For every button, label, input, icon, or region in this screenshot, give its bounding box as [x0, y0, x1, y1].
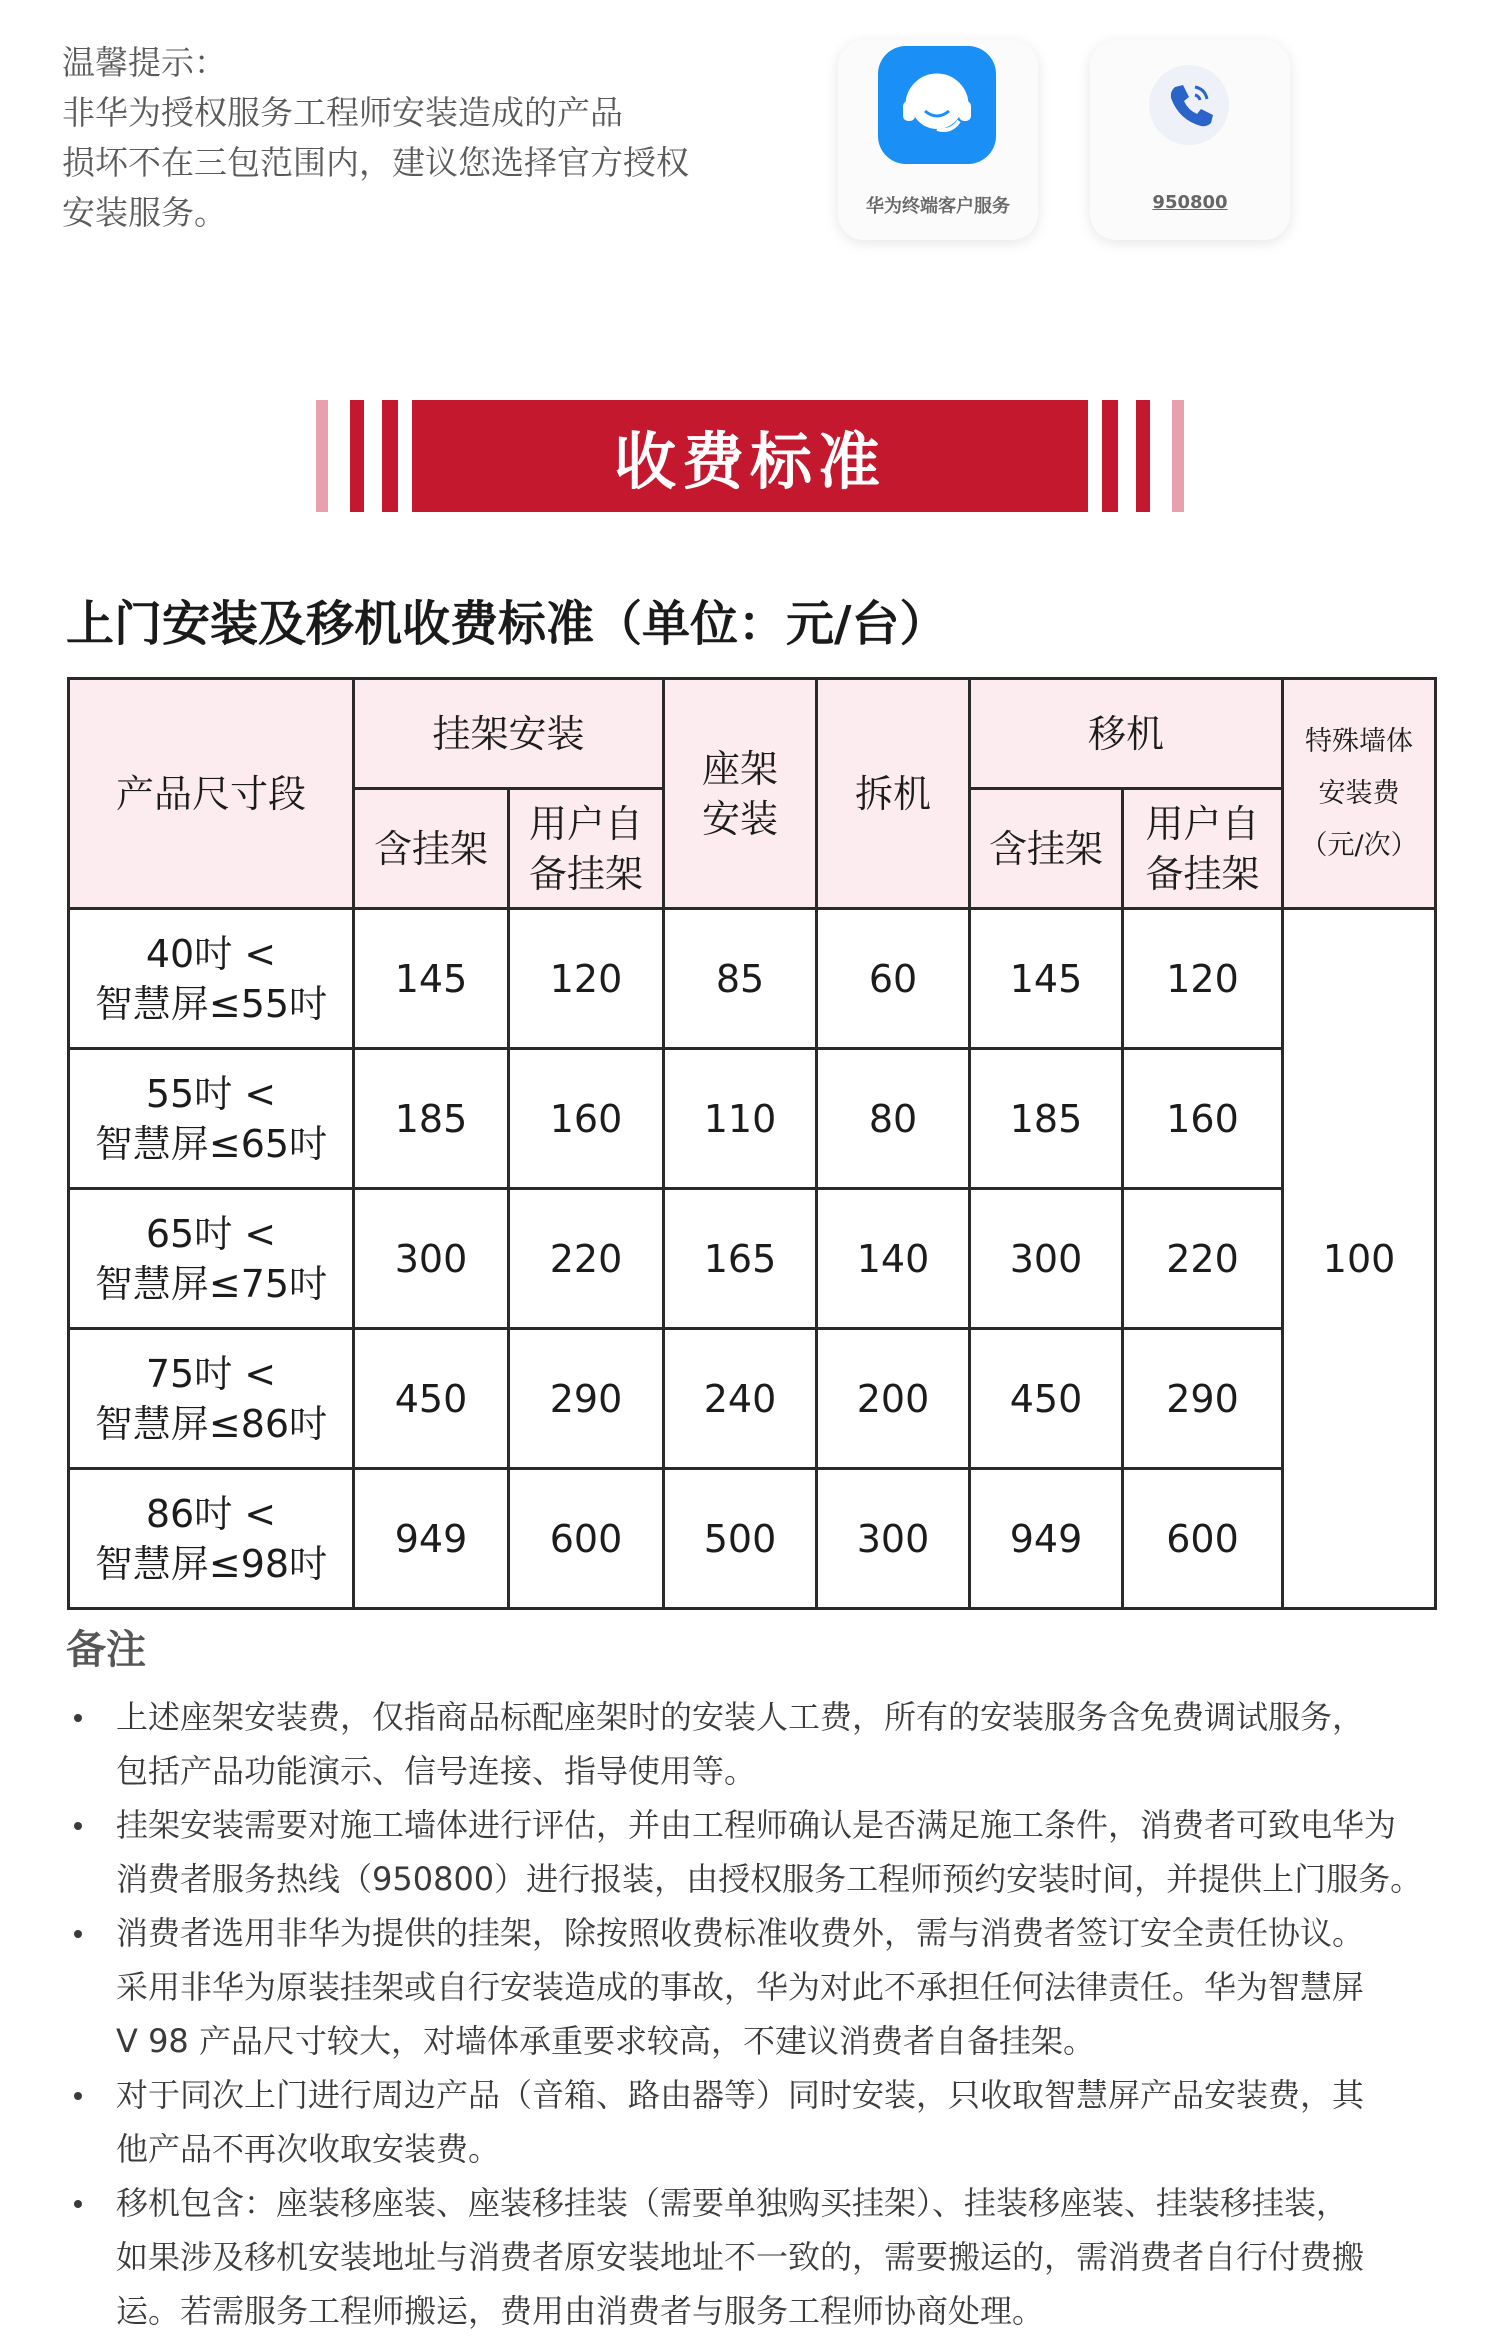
- header-line: 特殊墙体: [1305, 725, 1414, 757]
- notes-title: 备注: [66, 1627, 146, 1673]
- table-row: [69, 1469, 1436, 1609]
- note-line: 他产品不再次收取安装费。: [116, 2130, 501, 2168]
- note-item: [66, 1906, 1446, 2068]
- size-line: 40吋 <: [145, 931, 277, 976]
- header-line: （元/次）: [1300, 829, 1418, 861]
- banner-title: 收费标准: [412, 400, 1088, 512]
- tip-line: 安装服务。: [62, 193, 227, 232]
- size-line: 智慧屏≤86吋: [94, 1401, 328, 1446]
- fee-table: [67, 677, 1437, 1610]
- price-cell: 110: [664, 1049, 817, 1189]
- header-line: 备挂架: [529, 851, 644, 896]
- warm-tip: [62, 38, 762, 238]
- note-item: [66, 1690, 1446, 1798]
- tip-line: 非华为授权服务工程师安装造成的产品: [62, 93, 623, 132]
- price-cell: 300: [354, 1189, 509, 1329]
- banner-stripe: [382, 400, 398, 512]
- header-line: 用户自: [529, 801, 644, 846]
- size-cell: [69, 1469, 354, 1609]
- table-row: [69, 1049, 1436, 1189]
- header-line: 安装: [702, 796, 779, 841]
- table-row: [69, 909, 1436, 1049]
- banner-stripe: [1102, 400, 1118, 512]
- price-cell: 85: [664, 909, 817, 1049]
- size-line: 智慧屏≤65吋: [94, 1121, 328, 1166]
- special-fee-cell: 100: [1283, 909, 1436, 1609]
- size-cell: [69, 1329, 354, 1469]
- price-cell: 220: [509, 1189, 664, 1329]
- price-cell: 600: [1123, 1469, 1283, 1609]
- header-move-incl: 含挂架: [970, 789, 1123, 909]
- banner-stripe: [1172, 400, 1184, 512]
- size-line: 75吋 <: [145, 1351, 277, 1396]
- price-cell: 60: [817, 909, 970, 1049]
- header-line: 用户自: [1145, 801, 1260, 846]
- banner-stripe: [350, 400, 364, 512]
- header-hang-install: 挂架安装: [354, 679, 664, 789]
- banner-stripe: [1136, 400, 1150, 512]
- table-row: [69, 1329, 1436, 1469]
- app-hotline[interactable]: [1090, 40, 1290, 240]
- note-line: 包括产品功能演示、信号连接、指导使用等。: [116, 1752, 757, 1790]
- price-cell: 300: [817, 1469, 970, 1609]
- size-line: 智慧屏≤75吋: [94, 1261, 328, 1306]
- banner-stripe: [316, 400, 328, 512]
- size-cell: [69, 1189, 354, 1329]
- header-remove: 拆机: [817, 679, 970, 909]
- app-label: 华为终端客户服务: [866, 196, 1010, 217]
- header-line: 备挂架: [1145, 851, 1260, 896]
- price-cell: 220: [1123, 1189, 1283, 1329]
- size-line: 55吋 <: [145, 1071, 277, 1116]
- price-cell: 240: [664, 1329, 817, 1469]
- price-cell: 160: [509, 1049, 664, 1189]
- size-line: 智慧屏≤98吋: [94, 1541, 328, 1586]
- note-line: 挂架安装需要对施工墙体进行评估，并由工程师确认是否满足施工条件，消费者可致电华为: [116, 1806, 1397, 1844]
- note-item: [66, 2068, 1446, 2176]
- table-title: 上门安装及移机收费标准（单位：元/台）: [66, 596, 948, 652]
- price-cell: 140: [817, 1189, 970, 1329]
- note-line: V 98 产品尺寸较大，对墙体承重要求较高，不建议消费者自备挂架。: [116, 2022, 1095, 2060]
- price-cell: 600: [509, 1469, 664, 1609]
- price-cell: 450: [970, 1329, 1123, 1469]
- price-cell: 290: [1123, 1329, 1283, 1469]
- header-move: 移机: [970, 679, 1283, 789]
- price-cell: 160: [1123, 1049, 1283, 1189]
- price-cell: 500: [664, 1469, 817, 1609]
- price-cell: 185: [354, 1049, 509, 1189]
- header-hang-own: [509, 789, 664, 909]
- price-cell: 300: [970, 1189, 1123, 1329]
- header-line: 安装费: [1318, 777, 1400, 809]
- header-line: 座架: [702, 746, 779, 791]
- price-cell: 200: [817, 1329, 970, 1469]
- price-cell: 290: [509, 1329, 664, 1469]
- notes-list: [66, 1690, 1446, 2338]
- header-hang-incl: 含挂架: [354, 789, 509, 909]
- note-line: 运。若需服务工程师搬运，费用由消费者与服务工程师协商处理。: [116, 2292, 1045, 2330]
- note-line: 上述座架安装费，仅指商品标配座架时的安装人工费，所有的安装服务含免费调试服务，: [116, 1698, 1365, 1736]
- fee-banner: [310, 400, 1190, 512]
- price-cell: 145: [970, 909, 1123, 1049]
- tip-line: 损坏不在三包范围内，建议您选择官方授权: [62, 143, 689, 182]
- note-line: 消费者选用非华为提供的挂架，除按照收费标准收费外，需与消费者签订安全责任协议。: [116, 1914, 1365, 1952]
- price-cell: 949: [354, 1469, 509, 1609]
- size-line: 智慧屏≤55吋: [94, 981, 328, 1026]
- note-line: 如果涉及移机安装地址与消费者原安装地址不一致的，需要搬运的，需消费者自行付费搬: [116, 2238, 1365, 2276]
- price-cell: 165: [664, 1189, 817, 1329]
- price-cell: 145: [354, 909, 509, 1049]
- tip-line: 温馨提示：: [62, 43, 227, 82]
- price-cell: 949: [970, 1469, 1123, 1609]
- app-customer-service[interactable]: [838, 40, 1038, 240]
- size-cell: [69, 909, 354, 1049]
- note-line: 消费者服务热线（950800）进行报装，由授权服务工程师预约安装时间，并提供上门服务。: [116, 1860, 1423, 1898]
- customer-service-headset-icon: [878, 46, 996, 164]
- note-line: 对于同次上门进行周边产品（音箱、路由器等）同时安装，只收取智慧屏产品安装费，其: [116, 2076, 1365, 2114]
- phone-icon: [1130, 46, 1248, 164]
- price-cell: 120: [1123, 909, 1283, 1049]
- header-size: 产品尺寸段: [69, 679, 354, 909]
- note-line: 采用非华为原装挂架或自行安装造成的事故，华为对此不承担任何法律责任。华为智慧屏: [116, 1968, 1365, 2006]
- header-move-own: [1123, 789, 1283, 909]
- price-cell: 120: [509, 909, 664, 1049]
- price-cell: 450: [354, 1329, 509, 1469]
- table-row: [69, 1189, 1436, 1329]
- header-special-wall: [1283, 679, 1436, 909]
- header-seat-install: [664, 679, 817, 909]
- note-item: [66, 1798, 1446, 1906]
- app-label: 950800: [1152, 192, 1228, 213]
- note-line: 移机包含：座装移座装、座装移挂装（需要单独购买挂架）、挂装移座装、挂装移挂装，: [116, 2184, 1349, 2222]
- size-line: 86吋 <: [145, 1491, 277, 1536]
- size-cell: [69, 1049, 354, 1189]
- price-cell: 185: [970, 1049, 1123, 1189]
- note-item: [66, 2176, 1446, 2338]
- price-cell: 80: [817, 1049, 970, 1189]
- size-line: 65吋 <: [145, 1211, 277, 1256]
